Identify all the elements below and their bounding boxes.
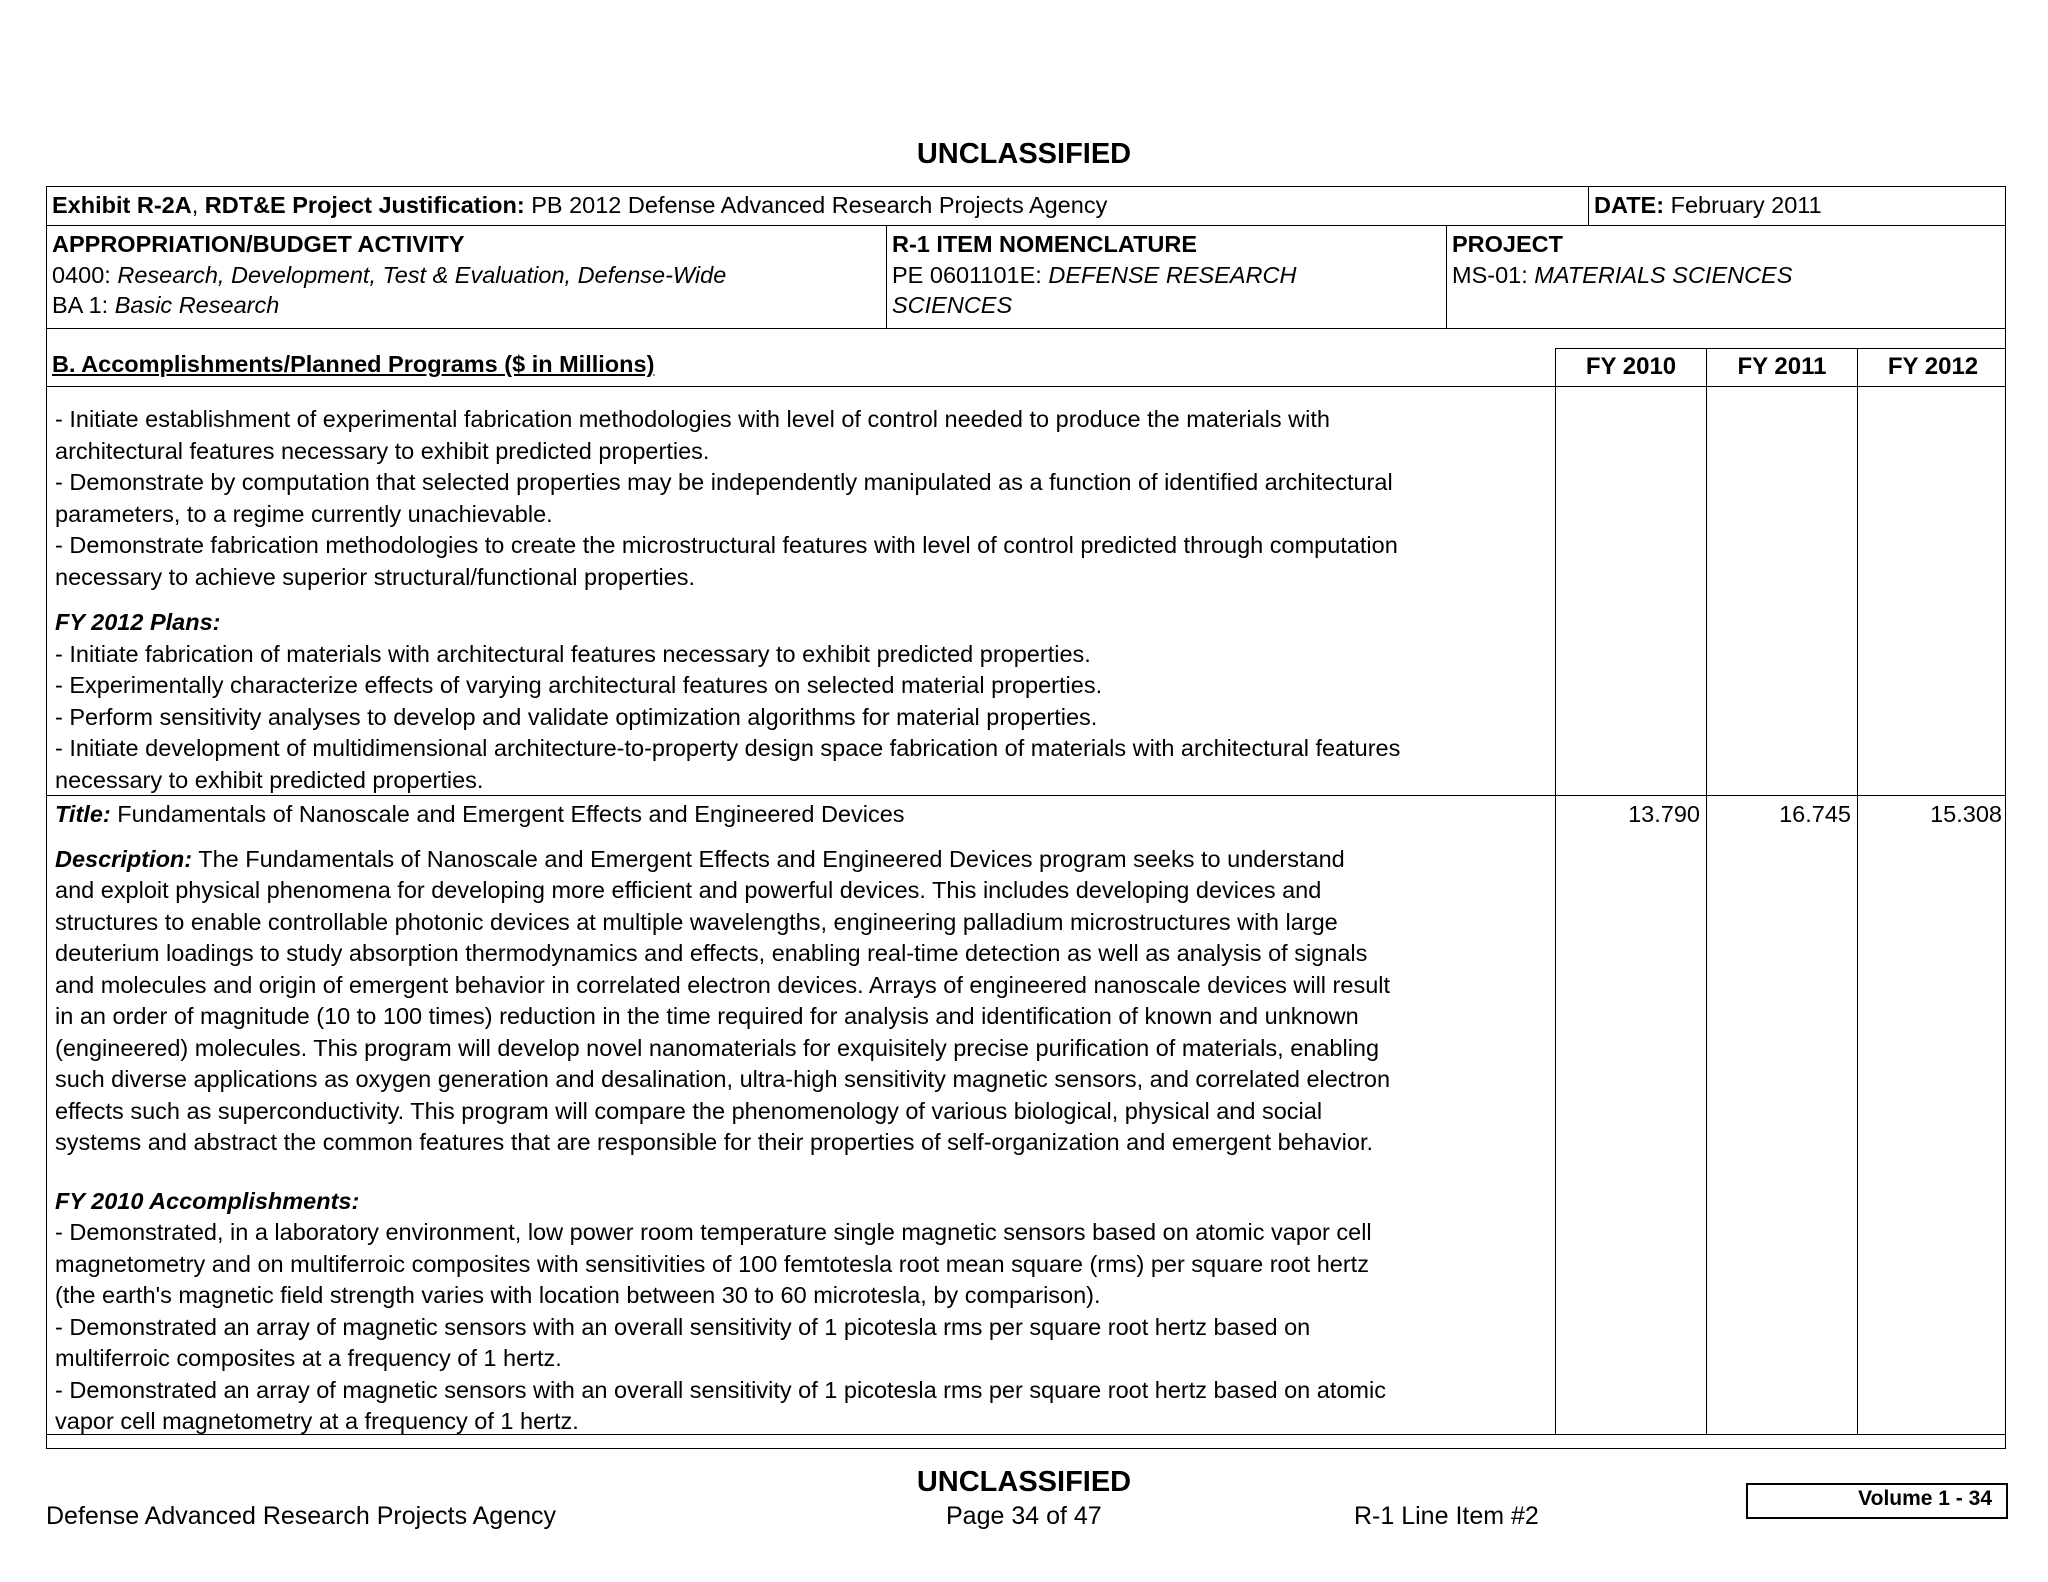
program-title: Fundamentals of Nanoscale and Emergent Effects and Engineered Devices [117,801,905,827]
continued-line: necessary to achieve superior structural/functional properties. [55,563,696,590]
continued-line: - Initiate establishment of experimental fabrication methodologies with level of control needed to produce the materials with [55,406,1330,432]
description-label: Description: [55,845,193,872]
accomplishments-heading: FY 2010 Accomplishments: [55,1187,360,1214]
fy-2011-header: FY 2011 [1737,353,1827,380]
project-divider [1446,225,1447,329]
accomplishment-line: magnetometry and on multiferroic composites with sensitivities of 100 femtotesla root mean square (rms) per square root hertz [55,1250,1369,1277]
justification-label: RDT&E Project Justification: [204,192,525,218]
r1-cell [892,229,1296,322]
description-line: such diverse applications as oxygen generation and desalination, ultra-high sensitivity magnetic sensors, and correlated electron [55,1066,1391,1092]
fy-2012-value: 15.308 [1930,801,2002,827]
continued-line: - Demonstrate fabrication methodologies to create the microstructural features with level of control predicted through computation [55,532,1398,558]
fy-column-divider-3 [1857,348,1858,1435]
accomplishment-line: - Demonstrated an array of magnetic sensors with an overall sensitivity of 1 picotesla rms per square root hertz based on [55,1313,1311,1340]
section-title: B. Accomplishments/Planned Programs ($ in Millions) [52,351,655,377]
r1-divider [886,225,887,329]
accomplishment-line: - Demonstrated, in a laboratory environment, low power room temperature single magnetic sensors based on atomic vapor cell [55,1219,1372,1245]
description-line: in an order of magnitude (10 to 100 times) reduction in the time required for analysis and identification of known and unknown [55,1003,1359,1029]
footer-agency: Defense Advanced Research Projects Agency [46,1502,557,1530]
continued-line: parameters, to a regime currently unachievable. [55,500,553,527]
accomplishment-line: multiferroic composites at a frequency of 1 hertz. [55,1345,562,1371]
footer-page: Page 34 of 47 [946,1502,1102,1530]
r1-value-cont: SCIENCES [892,292,1013,318]
project-cell [1452,229,1792,291]
r1-label: R-1 ITEM NOMENCLATURE [892,231,1198,257]
title-label: Title: [55,801,111,827]
classification-bottom: UNCLASSIFIED [916,1466,1132,1498]
r1-code: PE 0601101E: [892,261,1042,288]
plans-line: - Perform sensitivity analyses to develop and validate optimization algorithms for material properties. [55,703,1098,730]
fy-2010-value: 13.790 [1628,801,1700,827]
appropriation-code: 0400: [52,261,111,288]
accomplishment-line: - Demonstrated an array of magnetic sensors with an overall sensitivity of 1 picotesla rms per square root hertz based on atomic [55,1376,1386,1403]
fy-column-divider-1 [1555,348,1556,1435]
project-value: MATERIALS SCIENCES [1534,261,1793,288]
exhibit-title: Exhibit R-2A, RDT&E Project Justification: PB 2012 Defense Advanced Research Projects Agency [52,192,1108,218]
project-label: PROJECT [1452,231,1563,257]
description-line: effects such as superconductivity. This program will compare the phenomenology of various biological, physical and social [55,1097,1323,1124]
description-line: deuterium loadings to study absorption thermodynamics and effects, enabling real-time detection as well as analysis of signals [55,940,1368,966]
description-line: structures to enable controllable photonic devices at multiple wavelengths, engineering palladium microstructures with large [55,908,1338,935]
continued-line: - Demonstrate by computation that selected properties may be independently manipulated as a function of identified architectural [55,469,1393,495]
r1-value: DEFENSE RESEARCH [1048,261,1297,288]
continued-line: architectural features necessary to exhibit predicted properties. [55,437,710,464]
ba-code: BA 1: [52,292,109,318]
fy2012-plans-heading: FY 2012 Plans: [55,609,221,635]
project-code: MS-01: [1452,261,1528,288]
header-divider [46,225,2006,226]
date-label: DATE: [1594,192,1665,218]
fy-2012-header: FY 2012 [1887,353,1979,380]
classification-top: UNCLASSIFIED [916,138,1132,170]
fy-header-top [1555,348,2006,349]
plans-line: necessary to exhibit predicted properties. [55,766,484,793]
description-line: (engineered) molecules. This program will develop novel nanomaterials for exquisitely precise purification of materials, enabling [55,1034,1380,1061]
description-line: systems and abstract the common features that are responsible for their properties of self-organization and emergent behavior. [55,1129,1374,1155]
description-line: The Fundamentals of Nanoscale and Emergent Effects and Engineered Devices program seeks to understand [192,845,1345,872]
program-block [55,799,1555,1438]
date-divider [1588,186,1589,226]
date-field [1594,190,1822,222]
description-line: and exploit physical phenomena for developing more efficient and powerful devices. This includes developing devices and [55,877,1322,903]
description-line: and molecules and origin of emergent behavior in correlated electron devices. Arrays of engineered nanoscale devices will result [55,971,1391,998]
volume-box: Volume 1 - 34 [1746,1483,2008,1519]
date-value: February 2011 [1670,192,1822,218]
continued-block [55,404,1555,796]
justification-value: PB 2012 Defense Advanced Research Projects Agency [531,192,1108,218]
appropriation-label: APPROPRIATION/BUDGET ACTIVITY [52,231,465,257]
footer-line-item: R-1 Line Item #2 [1354,1502,1539,1530]
fy-2011-value: 16.745 [1779,801,1851,827]
plans-line: - Initiate development of multidimensional architecture-to-property design space fabrication of materials with architectural features [55,735,1401,761]
accomplishment-line: vapor cell magnetometry at a frequency of 1 hertz. [55,1408,579,1434]
plans-line: - Experimentally characterize effects of varying architectural features on selected material properties. [55,672,1103,698]
fy-2010-header: FY 2010 [1585,353,1677,380]
ba-value: Basic Research [114,292,280,318]
exhibit-label: Exhibit R-2A [52,192,192,218]
accomplishment-line: (the earth's magnetic field strength varies with location between 30 to 60 microtesla, by comparison). [55,1282,1101,1308]
section-header-divider [46,386,2006,387]
appropriation-value: Research, Development, Test & Evaluation, Defense-Wide [117,261,727,288]
fy-column-divider-2 [1706,348,1707,1435]
plans-line: - Initiate fabrication of materials with architectural features necessary to exhibit predicted properties. [55,640,1091,667]
appropriation-cell [52,229,726,322]
